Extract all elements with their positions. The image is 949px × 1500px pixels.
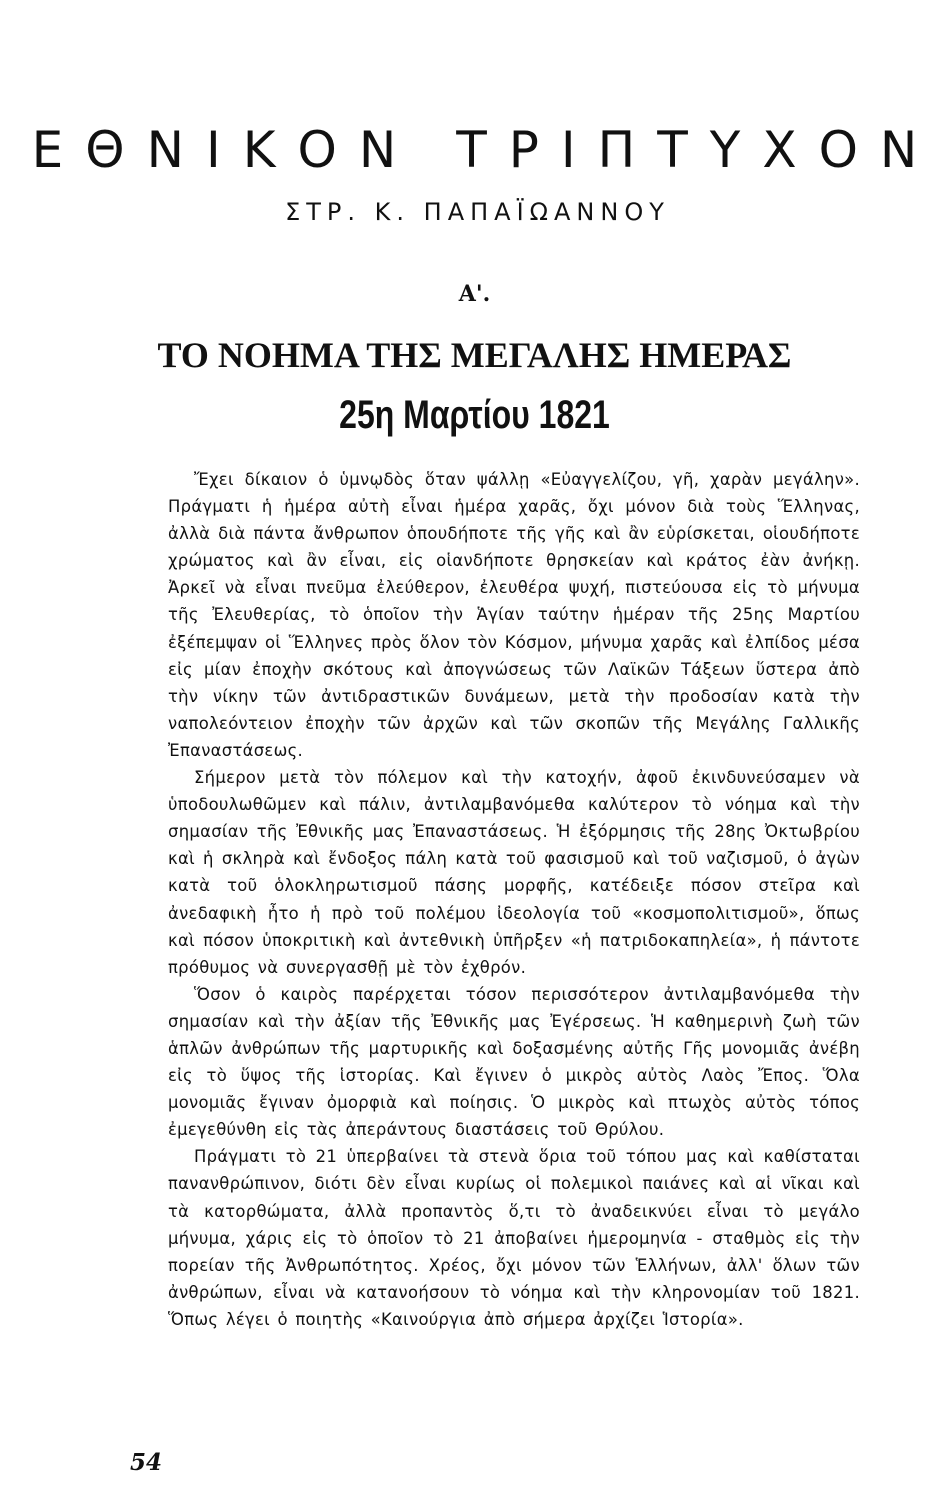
article-body <box>168 466 860 1333</box>
page-number: 54 <box>130 1449 163 1476</box>
author-name: ΣΤΡ. Κ. ΠΑΠΑΪΩΑΝΝΟΥ <box>285 198 670 226</box>
paragraph: Σήμερον μετὰ τὸν πόλεμον καὶ τὴν κατοχήν, ἀφοῦ ἐκινδυνεύσαμεν νὰ ὑποδουλωθῶμεν καὶ πάλιν, ἀντιλαμβανόμεθα καλύτερον τὸ νόημα καὶ τὴν σημασίαν τῆς Ἐθνικῆς μας Ἐπαναστάσεως. Ἡ ἐξόρμησις τῆς 28ης Ὀκτωβρίου καὶ ἡ σκληρὰ καὶ ἔνδοξος πάλη κατὰ τοῦ φασισμοῦ καὶ τοῦ ναζισμοῦ, ὁ ἀγὼν κατὰ τοῦ ὁλοκληρωτισμοῦ πάσης μορφῆς, κατέδειξε πόσον στεῖρα καὶ ἀνεδαφικὴ ἦτο ἡ πρὸ τοῦ πολέμου ἰδεολογία τοῦ «κοσμοπολιτισμοῦ», ὅπως καὶ πόσον ὑποκριτικὴ καὶ ἀντεθνικὴ ὑπῆρξεν «ἡ πατριδοκαπηλεία», ἡ πάντοτε πρόθυμος νὰ συνεργασθῇ μὲ τὸν ἐχθρόν. <box>168 768 860 977</box>
paragraph: Ὅσον ὁ καιρὸς παρέρχεται τόσον περισσότερον ἀντιλαμβανόμεθα τὴν σημασίαν καὶ τὴν ἀξίαν τῆς Ἐθνικῆς μας Ἐγέρσεως. Ἡ καθημερινὴ ζωὴ τῶν ἁπλῶν ἀνθρώπων τῆς μαρτυρικῆς καὶ δοξασμένης αὐτῆς Γῆς μονομιᾶς ἀνέβη εἰς τὸ ὕψος τῆς ἱστορίας. Καὶ ἔγινεν ὁ μικρὸς αὐτὸς Λαὸς Ἔπος. Ὅλα μονομιᾶς ἔγιναν ὀμορφιὰ καὶ ποίησις. Ὁ μικρὸς καὶ πτωχὸς αὐτὸς τόπος ἐμεγεθύνθη εἰς τὰς ἀπεράντους διαστάσεις τοῦ Θρύλου. <box>168 984 860 1140</box>
date-heading: 25η Μαρτίου 1821 <box>339 393 610 437</box>
paragraph: Ἔχει δίκαιον ὁ ὑμνῳδὸς ὅταν ψάλλῃ «Εὐαγγελίζου, γῆ, χαρὰν μεγάλην». Πράγματι ἡ ἡμέρα αὐτὴ εἶναι ἡμέρα χαρᾶς, ὄχι μόνον διὰ τοὺς Ἕλληνας, ἀλλὰ διὰ πάντα ἄνθρωπον ὁπουδήποτε τῆς γῆς καὶ ἂν εὑρίσκεται, οἱουδήποτε χρώματος καὶ ἂν εἶναι, εἰς οἱανδήποτε θρησκείαν καὶ κράτος ἐὰν ἀνήκῃ. Ἀρκεῖ νὰ εἶναι πνεῦμα ἐλεύθερον, ἐλευθέρα ψυχή, πιστεύουσα εἰς τὸ μήνυμα τῆς Ἐλευθερίας, τὸ ὁποῖον τὴν Ἁγίαν ταύτην ἡμέραν τῆς 25ης Μαρτίου ἐξέπεμψαν οἱ Ἕλληνες πρὸς ὅλον τὸν Κόσμον, μήνυμα χαρᾶς καὶ ἐλπίδος μέσα εἰς μίαν ἐποχὴν σκότους καὶ ἀπογνώσεως τῶν Λαϊκῶν Τάξεων ὕστερα ἀπὸ τὴν νίκην τῶν ἀντιδραστικῶν δυνάμεων, μετὰ τὴν προδοσίαν κατὰ τὴν ναπολεόντειον ἐποχὴν τῶν ἀρχῶν καὶ τῶν σκοπῶν τῆς Μεγάλης Γαλλικῆς Ἐπαναστάσεως. <box>168 470 860 760</box>
section-number: Α'. <box>458 281 491 307</box>
section-heading: ΤΟ ΝΟΗΜΑ ΤΗΣ ΜΕΓΑΛΗΣ ΗΜΕΡΑΣ <box>157 335 792 375</box>
article-title: ΕΘΝΙΚΟΝ ΤΡΙΠΤΥΧΟΝ <box>31 121 940 179</box>
paragraph: Πράγματι τὸ 21 ὑπερβαίνει τὰ στενὰ ὅρια τοῦ τόπου μας καὶ καθίσταται πανανθρώπινον, διότι δὲν εἶναι κυρίως οἱ πολεμικοὶ παιάνες καὶ αἱ νῖκαι καὶ τὰ κατορθώματα, ἀλλὰ προπαντὸς ὅ,τι τὸ ἀναδεικνύει εἶναι τὸ μεγάλο μήνυμα, χάρις εἰς τὸ ὁποῖον τὸ 21 ἀποβαίνει ἡμερομηνία - σταθμὸς εἰς τὴν πορείαν τῆς Ἀνθρωπότητος. Χρέος, ὄχι μόνον τῶν Ἑλλήνων, ἀλλ' ὅλων τῶν ἀνθρώπων, εἶναι νὰ κατανοήσουν τὸ νόημα καὶ τὴν κληρονομίαν τοῦ 1821. Ὅπως λέγει ὁ ποιητὴς «Καινούργια ἀπὸ σήμερα ἀρχίζει Ἱστορία». <box>168 1147 860 1329</box>
